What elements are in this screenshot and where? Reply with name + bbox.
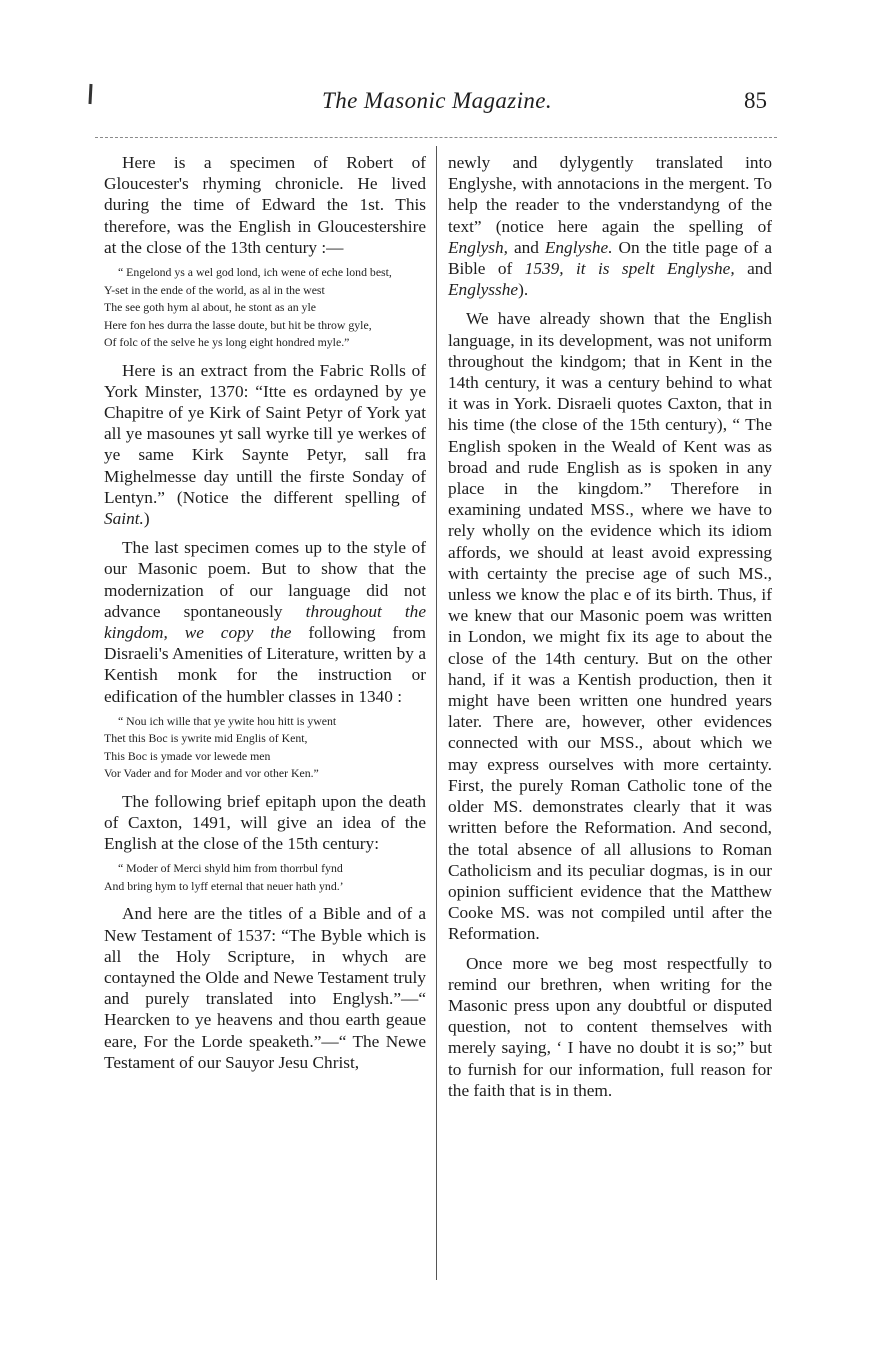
- text-fragment: ).: [518, 280, 529, 300]
- verse-line: Thet this Boc is ywrite mid Englis of Kent,: [104, 731, 308, 746]
- column-divider: [436, 146, 437, 1280]
- running-title: The Masonic Magazine.: [322, 88, 553, 113]
- page-number: 85: [744, 88, 767, 113]
- verse-line: This Boc is ymade vor lewede men: [104, 748, 271, 763]
- italic-phrase: 1539, it is spelt: [524, 259, 655, 279]
- text-fragment: ): [143, 508, 150, 528]
- verse-line: Vor Vader and for Moder and vor other Ken.”: [104, 766, 319, 781]
- verse-line: The see goth hym al about, he stont as an yle: [104, 300, 316, 315]
- paragraph-continued: [448, 152, 772, 300]
- verse-line: “ Nou ich wille that ye ywite hou hitt is ywent: [118, 713, 337, 728]
- italic-word: Saint.: [104, 508, 144, 528]
- paragraph-bible-titles: And here are the titles of a Bible and of a New Testament of 1537: “The Byble which is all the Holy Scripture, in whych are contayned the Olde and Newe Testament truly and purely translated into Englysh.”—“ Hearcken to ye heavens and thou earth geaue eare, For the Lorde speaketh.”—“ The Newe Testament of our Sauyor Jesu Christ,: [104, 904, 426, 1072]
- text-fragment: and: [513, 237, 539, 257]
- text-fragment: newly and dylygently translated into Englyshe, with annotacions in the mergent. To help the reader to the vnderstandyng of the text” (notice here again the spelling of: [448, 153, 772, 236]
- text-fragment: and: [747, 259, 773, 279]
- text-fragment: On the title page of a Bible of: [448, 237, 772, 279]
- italic-word: Englyshe,: [666, 259, 735, 279]
- paragraph-caxton-epitaph: The following brief epitaph upon the death of Caxton, 1491, will give an idea of the English at the close of the 15th century:: [104, 791, 426, 854]
- right-column: [448, 152, 772, 1101]
- verse-line: Y-set in the ende of the world, as al in the west: [104, 282, 325, 297]
- header-rule: [95, 137, 777, 138]
- paragraph-english-development: We have already shown that the English language, in its development, was not uniform throughout the kindgom; that in Kent in the 14th century, it was a century behind to what it was in York. Disraeli quotes Caxton, that in his time (the close of the 15th century), “ The English spoken in the Weald of Kent was as broad and rude English as is spoken in any place in the kingdom.” Therefore in examining undated MSS., where we have to rely wholly on the evidence which its idiom affords, we should at least avoid expressing with certainty the precise age of such MS., unless we know the plac e of its birth. Thus, if we knew that our Masonic poem was written in London, we might fix its age to about the close of the 14th century. But on the other hand, if it was a Kentish production, then it might have been written one hundred years later. There are, however, other evidences connected with our MSS., about which we may express ourselves with more certainty. First, the purely Roman Catholic tone of the older MS. demonstrates clearly that it was written before the Reformation. And second, the total absence of all allusions to Roman Catholicism and its peculiar dogmas, is in our opinion sufficient evidence that the Matthew Cooke MS. was not compiled until after the Reformation.: [448, 309, 772, 944]
- paragraph-closing: Once more we beg most respectfully to remind our brethren, when writing for the Masonic press upon any doubtful or disputed question, not to content themselves with merely saying, ‘ I have no doubt it is so;” but to furnish for our information, full reason for the faith that is in them.: [448, 953, 772, 1100]
- verse-line: And bring hym to lyff eternal that neuer hath ynd.’: [104, 878, 344, 893]
- verse-line: Here fon hes durra the lasse doute, but hit be throw gyle,: [104, 317, 372, 332]
- italic-word: Englyshe.: [544, 237, 613, 257]
- italic-word: Englysshe: [448, 280, 519, 300]
- left-column: [104, 152, 426, 1073]
- paragraph-fabric-rolls: [104, 360, 426, 530]
- verse-caxton: [104, 860, 426, 895]
- verse-line: “ Engelond ys a wel god lond, ich wene of eche lond best,: [118, 265, 392, 280]
- text-fragment: following from Disraeli's Amenities of Literature, written by a Kentish monk for the instruction or edification of the humbler classes in 1340 :: [104, 622, 426, 706]
- paragraph-last-specimen: [104, 537, 426, 707]
- verse-gloucester: [104, 264, 426, 352]
- verse-kentish-monk: [104, 713, 426, 783]
- text-fragment: Here is an extract from the Fabric Rolls of York Minster, 1370: “Itte es ordayned by ye Chapitre of ye Kirk of Saint Petyr of York yat all ye masounes yt sall wyrke till ye werkes of ye same Kirk Saynte Petyr, sall fra Mighelmesse day untill the firste Sonday of Lentyn.” (Notice the different spelling of: [104, 360, 426, 507]
- paragraph-robert-of-gloucester: Here is a specimen of Robert of Gloucester's rhyming chronicle. He lived during the time of Edward the 1st. This therefore, was the English in Gloucestershire at the close of the 13th century :—: [104, 153, 426, 257]
- verse-line: Of folc of the selve he ys long eight hondred myle.”: [104, 335, 350, 350]
- verse-line: “ Moder of Merci shyld him from thorrbul fynd: [118, 861, 343, 876]
- italic-phrase: throughout the kingdom, we copy the: [104, 601, 426, 642]
- margin-mark: [88, 84, 92, 104]
- text-fragment: The last specimen comes up to the style of our Masonic poem. But to show that the modernization of our language did not advance spontaneously: [104, 538, 426, 621]
- italic-word: Englysh,: [448, 237, 508, 257]
